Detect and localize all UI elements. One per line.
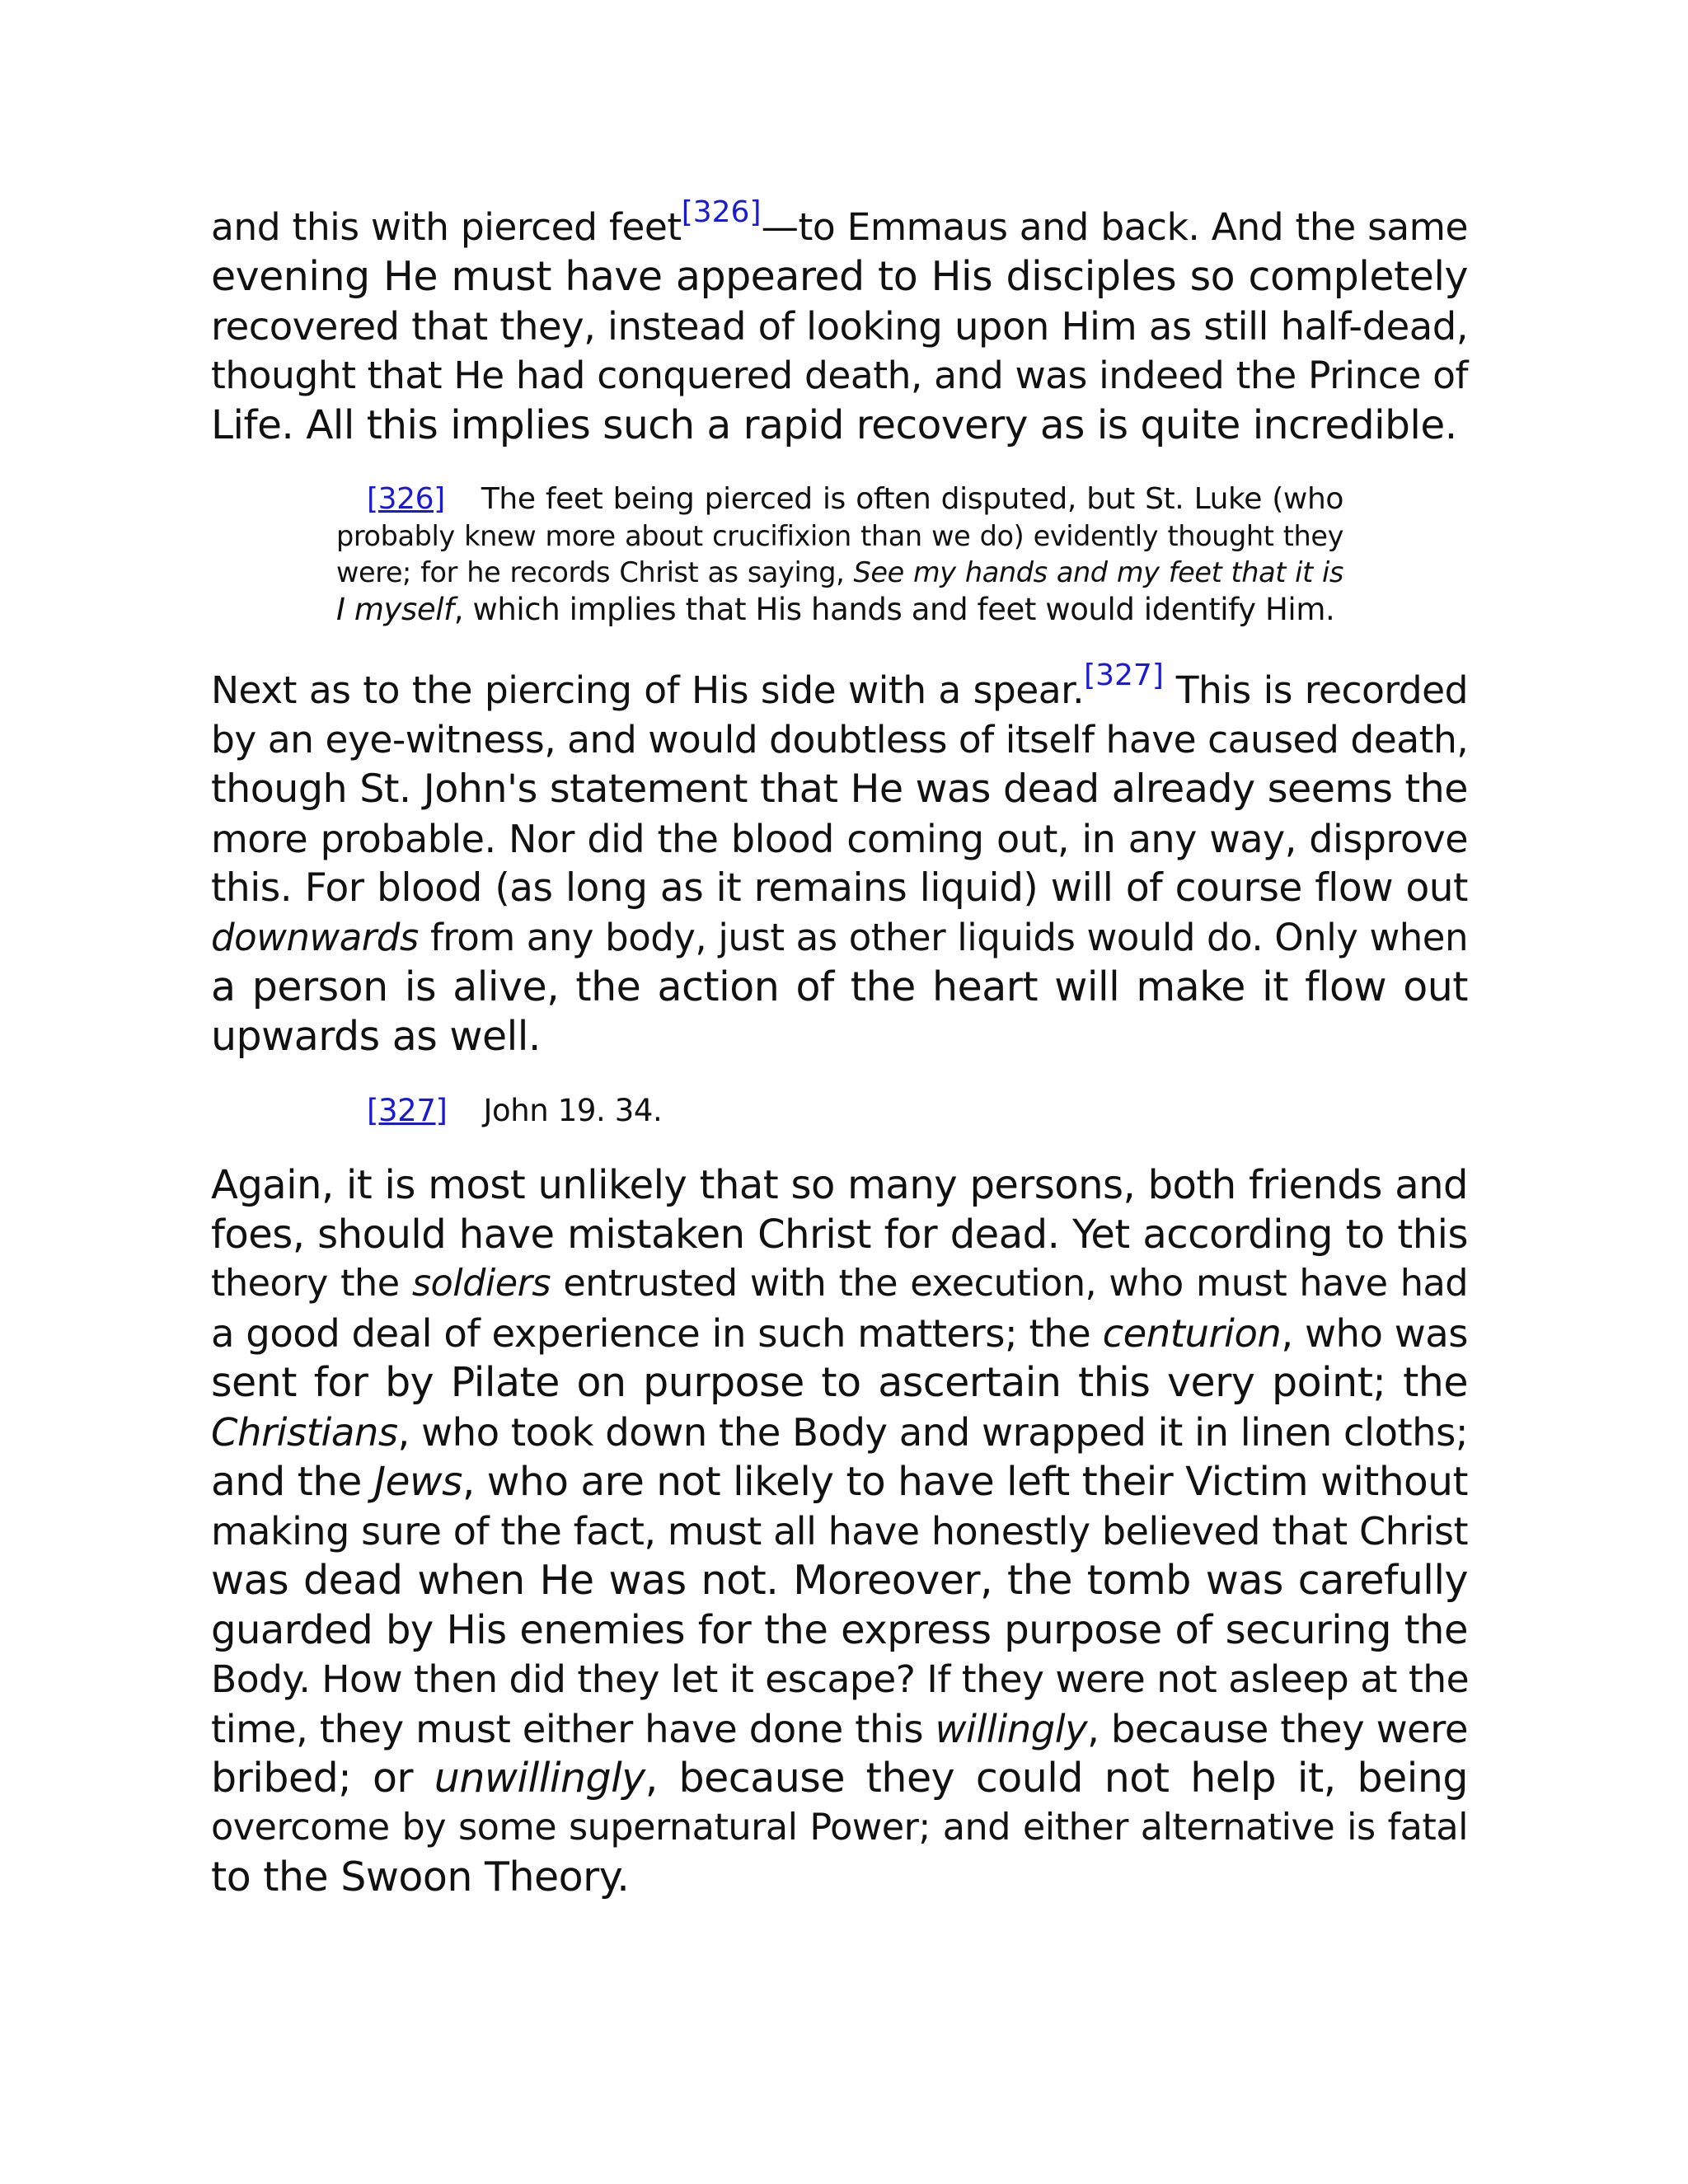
footnote-line xyxy=(336,592,1343,629)
text-span: a good deal of experience in such matters; the xyxy=(211,1311,1103,1356)
footnote-326 xyxy=(336,481,1343,628)
text-span: and the xyxy=(211,1459,374,1505)
paragraph-line: evening He must have appeared to His disciples so completely xyxy=(211,253,1468,300)
footnote-ref-326[interactable]: [326] xyxy=(681,195,762,229)
paragraph-line: by an eye-witness, and would doubtless of itself have caused death, xyxy=(211,718,1469,762)
paragraph-line: to the Swoon Theory. xyxy=(211,1854,630,1900)
footnote-line xyxy=(336,481,1343,518)
text-span: were; for he records Christ as saying, xyxy=(336,556,854,588)
paragraph-line: was dead when He was not. Moreover, the tomb was carefully xyxy=(211,1557,1468,1604)
paragraph-line: though St. John's statement that He was dead already seems the xyxy=(211,766,1468,812)
paragraph-line: Body. How then did they let it escape? If they were not asleep at the xyxy=(211,1657,1470,1701)
italic-span: I myself xyxy=(336,591,454,627)
paragraph-line: Life. All this implies such a rapid recovery as is quite incredible. xyxy=(211,402,1457,448)
italic-span: soldiers xyxy=(411,1263,551,1305)
text-span: theory the xyxy=(211,1263,412,1305)
paragraph-line: overcome by some supernatural Power; and either alternative is fatal xyxy=(211,1807,1468,1849)
paragraph-line: more probable. Nor did the blood coming out, in any way, disprove xyxy=(211,817,1468,861)
footnote-line: probably knew more about crucifixion than we do) evidently thought they xyxy=(336,519,1343,552)
text-span: , who took down the Body and wrapped it in linen cloths; xyxy=(397,1410,1468,1455)
text-span: , because they could not help it, being xyxy=(645,1755,1468,1802)
text-span: , who are not likely to have left their Victim without xyxy=(462,1459,1468,1505)
paragraph-line xyxy=(211,195,1468,252)
paragraph-line: recovered that they, instead of looking upon Him as still half-dead, xyxy=(211,304,1468,349)
italic-span: willingly xyxy=(935,1707,1088,1751)
footnote-backlink-326[interactable]: [326] xyxy=(367,482,445,516)
paragraph-line: guarded by His enemies for the express purpose of securing the xyxy=(211,1607,1468,1653)
paragraph-line xyxy=(211,658,1468,715)
text-span: time, they must either have done this xyxy=(211,1707,935,1751)
footnote-line xyxy=(336,555,1343,592)
text-span: This is recorded xyxy=(1163,668,1468,712)
text-span: , because they were xyxy=(1087,1707,1468,1751)
paragraph-line: making sure of the fact, must all have honestly believed that Christ xyxy=(211,1509,1468,1554)
text-span: —to Emmaus and back. And the same xyxy=(761,205,1468,249)
footnote-backlink-327[interactable]: [327] xyxy=(367,1093,448,1128)
italic-span: Christians xyxy=(211,1410,398,1455)
paragraph-line: sent for by Pilate on purpose to ascertain this very point; the xyxy=(211,1359,1468,1406)
footnote-line xyxy=(336,1093,1343,1130)
paragraph-line xyxy=(211,1704,1468,1754)
italic-span: See my hands and my feet that it is xyxy=(853,556,1343,588)
italic-span: unwillingly xyxy=(434,1755,645,1802)
footnote-327 xyxy=(336,1093,1343,1130)
text-span: from any body, just as other liquids would do. Only when xyxy=(418,916,1468,959)
paragraph-line xyxy=(211,1408,1468,1457)
paragraph-line xyxy=(211,913,1468,963)
paragraph-line xyxy=(211,1457,1468,1507)
footnote-ref-327[interactable]: [327] xyxy=(1084,658,1164,692)
paragraph-line: upwards as well. xyxy=(211,1013,541,1060)
text-span: and this with pierced feet xyxy=(211,205,682,249)
body-paragraph-2 xyxy=(211,658,1469,1062)
italic-span: centurion xyxy=(1102,1311,1282,1356)
body-paragraph-1 xyxy=(211,195,1468,450)
paragraph-line: Again, it is most unlikely that so many persons, both friends and xyxy=(211,1162,1468,1208)
italic-span: downwards xyxy=(211,916,419,959)
text-span: entrusted with the execution, who must have had xyxy=(551,1263,1468,1305)
text-span: , which implies that His hands and feet would identify Him. xyxy=(453,591,1335,627)
text-span: , who was xyxy=(1281,1311,1469,1356)
paragraph-line xyxy=(211,1309,1468,1358)
text-span: John 19. 34. xyxy=(483,1093,663,1128)
text-span: The feet being pierced is often disputed, but St. Luke (who xyxy=(481,482,1343,516)
paragraph-line xyxy=(211,1259,1468,1309)
paragraph-line: this. For blood (as long as it remains liquid) will of course flow out xyxy=(211,865,1468,911)
text-span: Next as to the piercing of His side with a spear. xyxy=(211,668,1085,712)
paragraph-line: a person is alive, the action of the heart will make it flow out xyxy=(211,963,1468,1010)
italic-span: Jews xyxy=(373,1459,462,1505)
paragraph-line: thought that He had conquered death, and was indeed the Prince of xyxy=(211,354,1468,397)
body-paragraph-3 xyxy=(211,1160,1468,1902)
text-span: bribed; or xyxy=(211,1755,434,1802)
paragraph-line xyxy=(211,1754,1468,1803)
paragraph-line: foes, should have mistaken Christ for dead. Yet according to this xyxy=(211,1212,1468,1258)
